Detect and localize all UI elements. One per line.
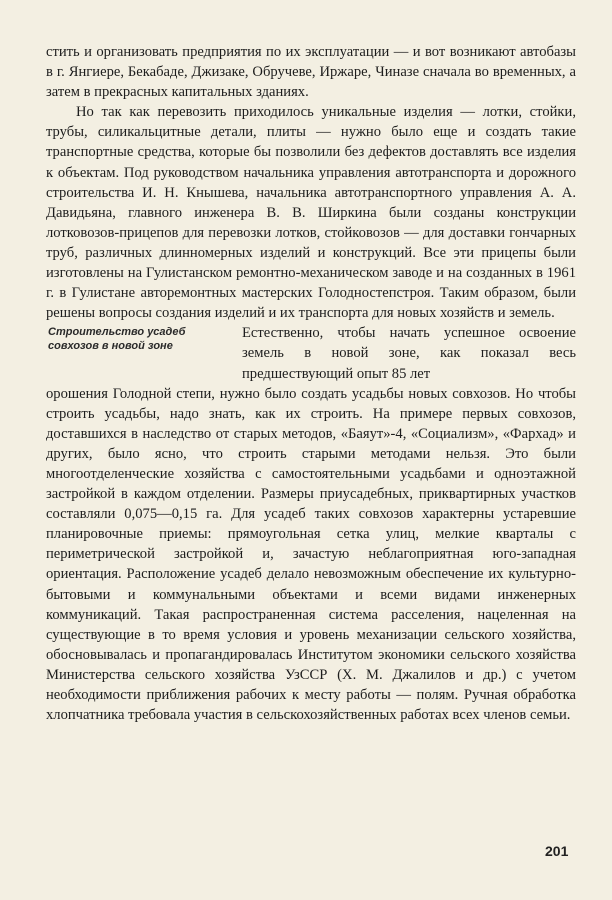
paragraph-2: Но так как перевозить приходилось уникальные изделия — лотки, стойки, трубы, силикальцитные детали, плиты — нужно было еще и создать такие транспортные средства, которые бы позволили без дефектов доставлять все изделия к объектам. Под руководством начальника управления автотранспорта и дорожного строительства И. Н. Кнышева, начальника автотранспортного управления А. А. Давидьяна, главного инженера В. В. Ширкина были созданы конструкции лотковозов-прицепов для перевозки лотков, стойковозов — для доставки гончарных труб, различных длинномерных изделий и конструкций. Все эти прицепы были изготовлены на Гулистанском ремонтно-механическом заводе и на созданных в 1961 г. в Гулистане авторемонтных мастерских Голодностепстроя. Таким образом, были решены вопросы создания изделий и их транспорта для новых хозяйств и земель. <box>46 104 576 322</box>
paragraph-3-lead: Естественно, чтобы начать успешное освоение земель в новой зоне, как показал весь предшествующий опыт 85 лет <box>242 325 576 382</box>
paragraph-1: стить и организовать предприятия по их эксплуатации — и вот возникают автобазы в г. Янгиере, Бекабаде, Джизаке, Обручеве, Иржаре, Чиназе сначала во временных, а затем в прекрасных капитальных зданиях. <box>46 44 576 101</box>
paragraph-3 <box>46 323 576 725</box>
section-settlements <box>46 323 576 725</box>
paragraph-3-rest: орошения Голодной степи, нужно было создать усадьбы новых совхозов. Но чтобы строить усадьбы, надо знать, как их строить. На примере первых совхозов, доставшихся в наследство от старых методов, «Баяут»-4, «Социализм», «Фархад» и других, было ясно, что строить старыми методами нельзя. Это были многоотделенческие хозяйства с самостоятельными усадьбами и одноэтажной застройкой в каждом отделении. Размеры приусадебных, приквартирных участков составляли 0,075—0,15 га. Для усадеб таких совхозов характерны устаревшие планировочные приемы: прямоугольная сетка улиц, мелкие кварталы с периметрической застройкой и, зачастую неблагоприятная юго-западная ориентация. Расположение усадеб делало невозможным обеспечение их культурно-бытовыми и коммунальными объектами и всеми видами инженерных коммуникаций. Такая распространенная система расселения, нацеленная на существующие в то время условия и уровень механизации сельского хозяйства, обосновывалась и пропагандировалась Институтом экономики сельского хозяйства Министерства сельского хозяйства УзССР (Х. М. Джалилов и др.) с учетом необходимости приближения рабочих к месту работы — полям. Ручная обработка хлопчатника требовала участия в сельскохозяйственных работах всех членов семьи. <box>46 385 576 724</box>
section-heading <box>48 326 238 353</box>
section-heading-line-1: Строительство усадеб <box>48 326 186 339</box>
page-body <box>46 42 576 725</box>
page-number: 201 <box>545 843 569 859</box>
section-heading-line-2: совхозов в новой зоне <box>48 339 173 352</box>
